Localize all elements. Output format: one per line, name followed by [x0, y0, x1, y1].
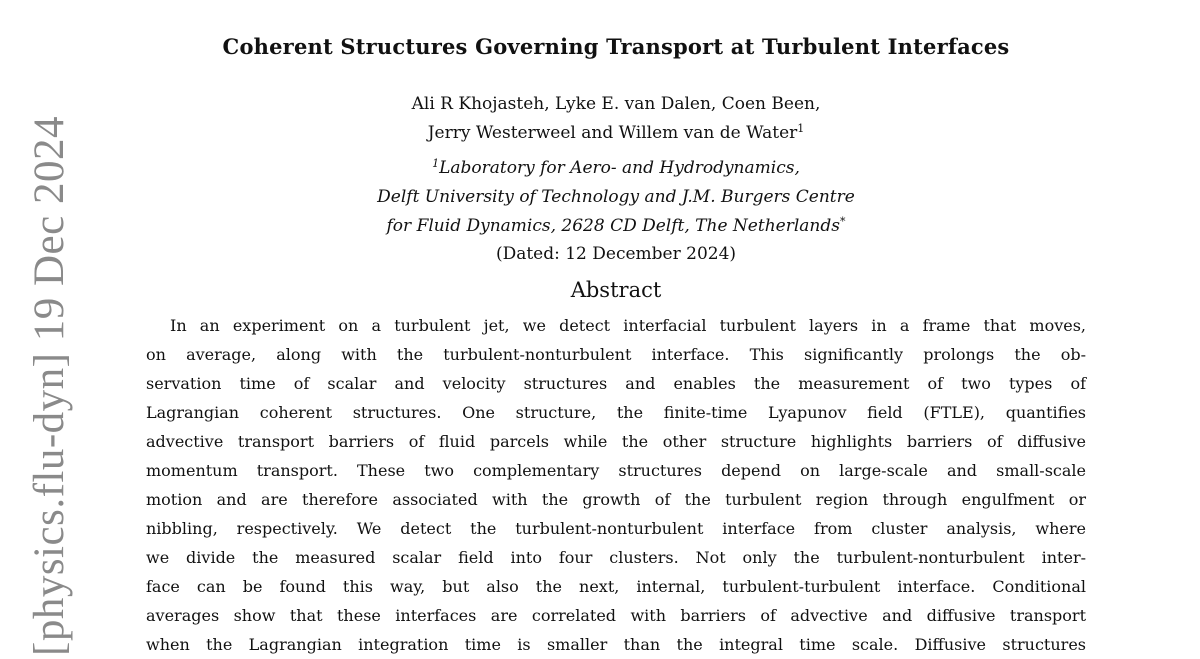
authors-line-2-text: Jerry Westerweel and Willem van de Water: [427, 123, 798, 143]
affiliation-line-1: [0, 154, 1200, 183]
abstract-line: advective transport barriers of fluid parcels while the other structure highlights barriers of diffusive: [146, 432, 1086, 451]
abstract-line: on average, along with the turbulent-nonturbulent interface. This significantly prolongs the ob-: [146, 345, 1086, 364]
abstract-line: we divide the measured scalar field into four clusters. Not only the turbulent-nonturbulent inter-: [146, 548, 1086, 567]
affiliation-star-marker: *: [839, 215, 846, 228]
abstract-line: averages show that these interfaces are correlated with barriers of advective and diffusive transport: [146, 606, 1086, 625]
affiliation-line-3: [0, 212, 1200, 241]
authors-line-1: Ali R Khojasteh, Lyke E. van Dalen, Coen Been,: [411, 94, 821, 114]
abstract-line: nibbling, respectively. We detect the turbulent-nonturbulent interface from cluster analysis, where: [146, 519, 1086, 538]
arxiv-side-stamp: [physics.flu-dyn] 19 Dec 2024: [26, 116, 73, 656]
abstract-heading: Abstract: [570, 278, 662, 302]
affiliation-line-1-text: Laboratory for Aero- and Hydrodynamics,: [439, 158, 800, 178]
affiliation-marker: 1: [432, 157, 440, 170]
abstract-body: [146, 311, 1086, 659]
abstract-line: when the Lagrangian integration time is smaller than the integral time scale. Diffusive structures: [146, 635, 1086, 654]
abstract-line: servation time of scalar and velocity structures and enables the measurement of two types of: [146, 374, 1086, 393]
paper-title: Coherent Structures Governing Transport at Turbulent Interfaces: [222, 34, 1010, 59]
authors-line-2: [0, 119, 1200, 148]
abstract-line: momentum transport. These two complementary structures depend on large-scale and small-scale: [146, 461, 1086, 480]
author-list: [0, 90, 1200, 148]
affiliation-line-2: Delft University of Technology and J.M. Burgers Centre: [377, 187, 855, 207]
abstract-line: Lagrangian coherent structures. One structure, the finite-time Lyapunov field (FTLE), quantifies: [146, 403, 1086, 422]
abstract-line: face can be found this way, but also the next, internal, turbulent-turbulent interface. Conditional: [146, 577, 1086, 596]
abstract-line: In an experiment on a turbulent jet, we detect interfacial turbulent layers in a frame that moves,: [170, 316, 1086, 335]
date-line: (Dated: 12 December 2024): [495, 244, 737, 264]
affiliation-line-3-text: for Fluid Dynamics, 2628 CD Delft, The Netherlands: [386, 216, 840, 236]
affiliation-block: [0, 154, 1200, 241]
abstract-line: motion and are therefore associated with the growth of the turbulent region through engulfment or: [146, 490, 1086, 509]
author-affiliation-marker: 1: [797, 122, 805, 135]
